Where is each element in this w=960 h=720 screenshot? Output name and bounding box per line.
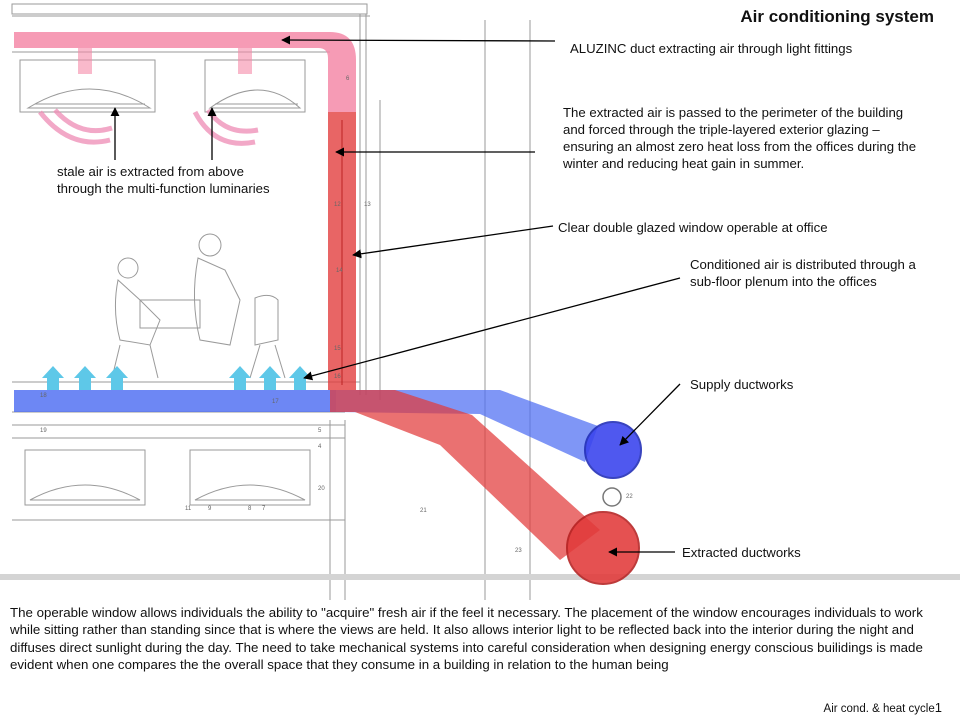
ref-number: 9	[208, 506, 212, 512]
ref-number: 15	[334, 346, 341, 352]
footer-text: Air cond. & heat cycle	[823, 703, 935, 715]
pointer-supply	[620, 384, 680, 445]
extract-duct-round	[567, 512, 639, 584]
label-conditioned-air: Conditioned air is distributed through a sub-floor plenum into the offices	[690, 257, 916, 289]
ref-number: 6	[346, 76, 350, 82]
label-aluzinc-duct: ALUZINC duct extracting air through light fittings	[570, 41, 853, 56]
roof-slab	[12, 4, 367, 14]
up-arrow-4	[229, 366, 251, 390]
ref-number: 13	[364, 202, 371, 208]
ref-number: 5	[318, 428, 322, 434]
ref-number: 7	[262, 506, 266, 512]
label-window: Clear double glazed window operable at office	[558, 220, 828, 235]
conditioned-air-arrows	[42, 366, 311, 390]
ref-number: 18	[40, 393, 47, 399]
label-stale-air: stale air is extracted from above through the multi-function luminaries	[57, 164, 270, 196]
ref-number: 23	[515, 548, 522, 554]
stale-air-swirls	[40, 110, 258, 143]
ref-number: 21	[420, 508, 427, 514]
chair-sketch	[255, 295, 278, 345]
person-sketch-left	[118, 258, 138, 278]
lower-luminaire-right	[190, 450, 310, 505]
ref-number: 20	[318, 486, 325, 492]
footer	[824, 700, 942, 715]
slide-number: 1	[934, 700, 942, 715]
ref-number: 16	[334, 374, 341, 380]
ref-number: 19	[40, 428, 47, 434]
desk-sketch	[140, 300, 200, 328]
ref-number: 14	[336, 268, 343, 274]
pointer-window	[353, 226, 553, 255]
up-arrow-1	[42, 366, 64, 390]
ref-number: 12	[334, 202, 341, 208]
label-supply-ductworks: Supply ductworks	[690, 377, 794, 392]
slide-title: Air conditioning system	[740, 7, 934, 26]
up-arrow-2	[74, 366, 96, 390]
up-arrow-3	[106, 366, 128, 390]
sub-floor-plenum	[14, 390, 336, 412]
ground-band	[0, 574, 960, 580]
ref-number: 17	[272, 399, 279, 405]
light-fitting-left	[28, 89, 150, 108]
up-arrow-5	[259, 366, 281, 390]
ref-number: 4	[318, 444, 322, 450]
lower-luminaire-left	[25, 450, 145, 505]
ref-number: 11	[185, 506, 192, 512]
person-sketch-right	[199, 234, 221, 256]
label-extracted-ductworks: Extracted ductworks	[682, 545, 801, 560]
body-paragraph: The operable window allows individuals the ability to "acquire" fresh air if the feel it necessary. The placement of the window encourages individuals to work while sitting rather than standing since that is where the views are held. It also allows interior light to be reflected back into the interior during the night and diffuses direct sunlight during the day. The need to take mechanical systems into careful consideration when designing energy conscious builidings is made evident when one compares the the overall space that they consume in a building in relation to the human being	[10, 605, 923, 672]
pipe-circle	[603, 488, 621, 506]
ref-number: 8	[248, 506, 252, 512]
light-fitting-right	[210, 90, 300, 108]
supply-duct-round	[585, 422, 641, 478]
ref-number: 22	[626, 494, 633, 500]
label-perimeter: The extracted air is passed to the perimeter of the building and forced through the triple-layered exterior glazing – ensuring an almost zero heat loss from the offices during the winter and reducing heat gain in summer.	[563, 105, 917, 171]
up-arrow-6	[289, 366, 311, 390]
